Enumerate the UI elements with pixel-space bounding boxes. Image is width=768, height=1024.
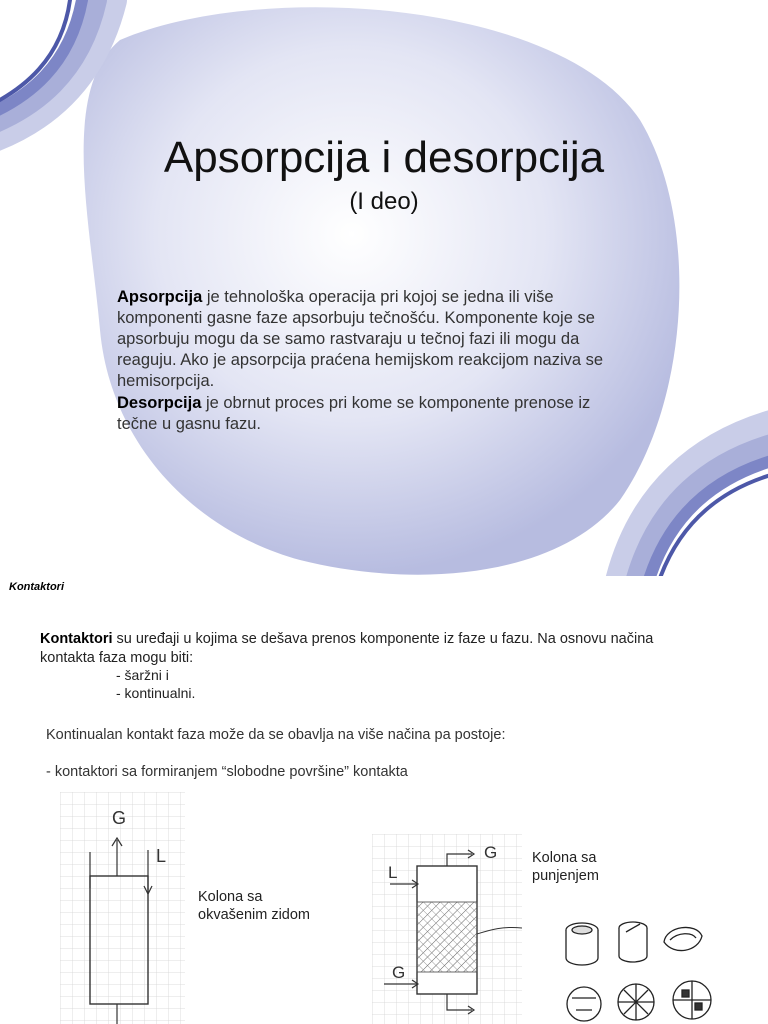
- gas-in-label: G: [392, 963, 406, 982]
- packing-elements-sketch: [556, 912, 716, 1024]
- absorption-term: Apsorpcija: [117, 288, 203, 306]
- absorption-paragraph: [117, 287, 627, 392]
- wetted-wall-column-sketch: [60, 792, 185, 1024]
- contactors-intro: [40, 630, 700, 668]
- packed-column-sketch: [372, 834, 522, 1024]
- slide-title: Apsorpcija i desorpcija: [163, 133, 605, 182]
- liquid-label: L: [156, 846, 167, 866]
- slide-subtitle: (I deo): [349, 188, 419, 215]
- packed-column-caption: Kolona sa punjenjem: [532, 850, 599, 884]
- free-surface-contactors-text: - kontaktori sa formiranjem “slobodne površine” kontakta: [46, 764, 408, 780]
- desorption-term: Desorpcija: [117, 394, 202, 412]
- page-header: Kontaktori: [9, 581, 64, 593]
- absorption-definition: je tehnološka operacija pri kojoj se jedna ili više komponenti gasne faze apsorbuju tečnošću. Komponente koje se apsorbuju mogu da se samo rastvaraju u tečnoj fazi ili mogu da reaguju. Ako je apsorpcija praćena hemijskom reakcijom naziva se hemisorpcija.: [117, 288, 604, 390]
- desorption-paragraph: [117, 393, 627, 435]
- list-item-batch: - šaržni i: [116, 667, 169, 683]
- list-item-continuous: - kontinualni.: [116, 685, 196, 701]
- contactors-term: Kontaktori: [40, 631, 113, 647]
- contactors-page: [0, 576, 768, 1024]
- liquid-in-label: L: [388, 863, 398, 882]
- desorption-definition: je obrnut proces pri kome se komponente prenose iz tečne u gasnu fazu.: [117, 394, 591, 433]
- continuous-contact-text: Kontinualan kontakt faza može da se obavlja na više načina pa postoje:: [46, 727, 506, 743]
- gas-out-label: G: [484, 843, 498, 862]
- contactors-definition: su uređaji u kojima se dešava prenos komponente iz faze u fazu. Na osnovu načina kontakta faza mogu biti:: [40, 631, 654, 666]
- gas-label: G: [112, 808, 127, 828]
- wetted-wall-caption: Kolona sa okvašenim zidom: [198, 889, 311, 923]
